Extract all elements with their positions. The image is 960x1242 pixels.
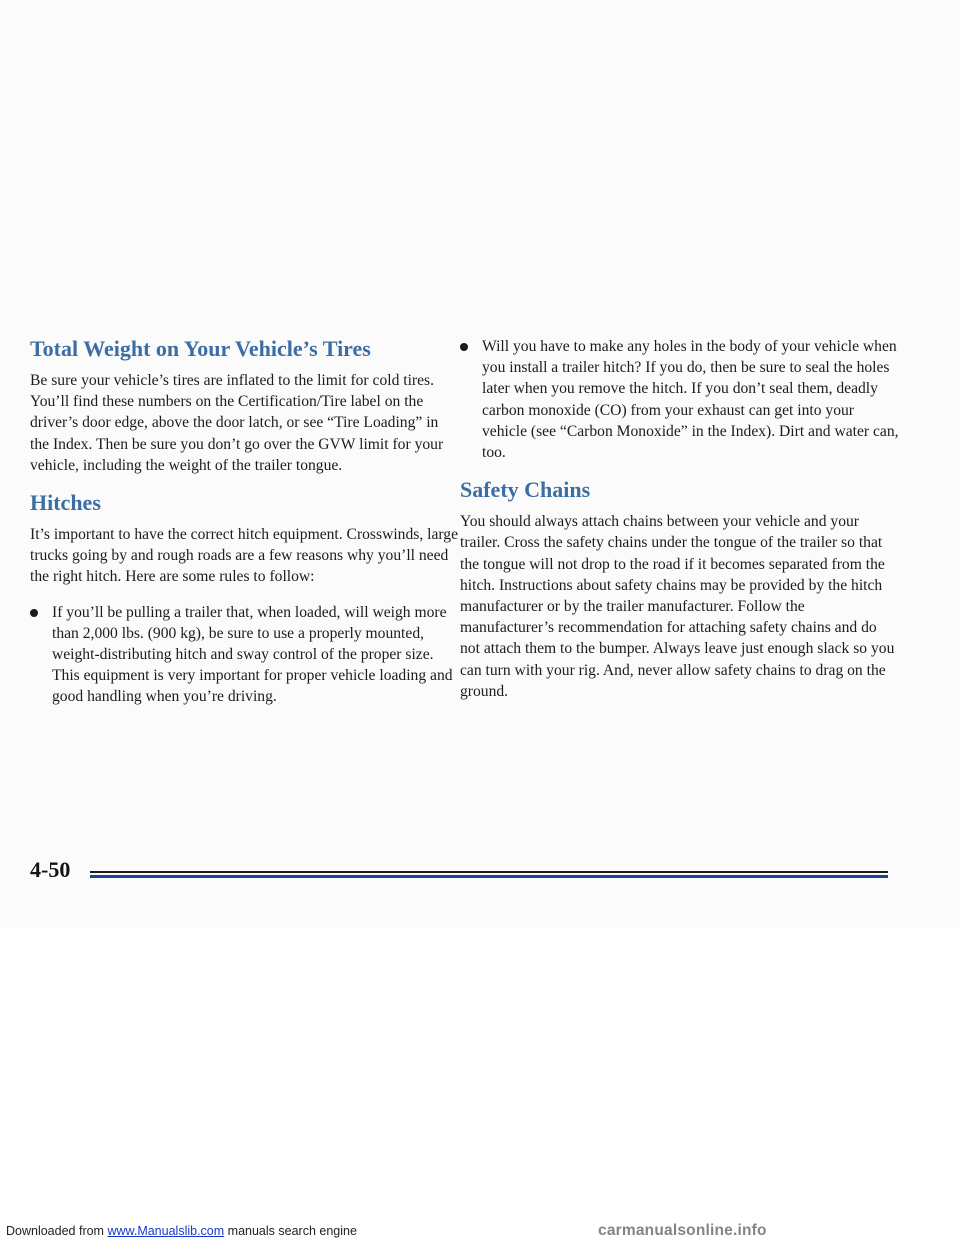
footer-rule-blue bbox=[90, 875, 888, 878]
bullet-text: If you’ll be pulling a trailer that, when loaded, will weigh more than 2,000 lbs. (900 kg), be sure to use a properly mounted, weight-distributing hitch and sway control of the proper size. This equipment is very important for proper vehicle loading and good handling when you’re driving. bbox=[52, 603, 453, 706]
safety-chains-heading: Safety Chains bbox=[460, 477, 591, 503]
tire-weight-paragraph: Be sure your vehicle’s tires are inflated to the limit for cold tires. You’ll find these numbers on the Certification/Tire label on the driver’s door edge, above the door latch, or see “Tire Loading” in the Index. Then be sure you don’t go over the GVW limit for your vehicle, including the weight of the trailer tongue. bbox=[30, 372, 444, 474]
manualslib-link[interactable]: www.Manualslib.com bbox=[107, 1224, 225, 1238]
bullet-item-weight-distributing-hitch bbox=[30, 602, 458, 708]
download-prefix: Downloaded from bbox=[6, 1224, 104, 1238]
left-column bbox=[30, 336, 458, 722]
tire-weight-heading: Total Weight on Your Vehicle’s Tires bbox=[30, 336, 371, 361]
page-footer bbox=[30, 857, 888, 887]
download-suffix: manuals search engine bbox=[227, 1224, 357, 1238]
page-number: 4-50 bbox=[30, 857, 71, 882]
safety-chains-paragraph: You should always attach chains between your vehicle and your trailer. Cross the safety chains under the tongue of the trailer so that the tongue will not drop to the road if it becomes separated from the hitch. Instructions about safety chains may be provided by the hitch manufacturer or by the trailer manufacturer. Follow the manufacturer’s recommendation for attaching safety chains and do not attach them to the bumper. Always leave just enough slack so you can turn with your rig. And, never allow safety chains to drag on the ground. bbox=[460, 513, 895, 700]
watermark: carmanualsonline.info bbox=[598, 1222, 767, 1239]
bullet-item-sealing-holes bbox=[460, 336, 900, 463]
right-column bbox=[460, 336, 900, 716]
bullet-icon bbox=[30, 609, 38, 617]
bullet-icon bbox=[460, 343, 468, 351]
hitches-paragraph: It’s important to have the correct hitch equipment. Crosswinds, large trucks going by and rough roads are a few reasons why you’ll need the right hitch. Here are some rules to follow: bbox=[30, 526, 459, 586]
footer-rule-black bbox=[90, 871, 888, 873]
hitches-heading: Hitches bbox=[30, 490, 101, 516]
bullet-text: Will you have to make any holes in the body of your vehicle when you install a trailer hitch? If you do, then be sure to seal the holes later when you remove the hitch. If you don’t seal them, deadly carbon monoxide (CO) from your exhaust can get into your vehicle (see “Carbon Monoxide” in the Index). Dirt and water can, too. bbox=[482, 338, 899, 462]
download-attribution bbox=[6, 1224, 357, 1238]
